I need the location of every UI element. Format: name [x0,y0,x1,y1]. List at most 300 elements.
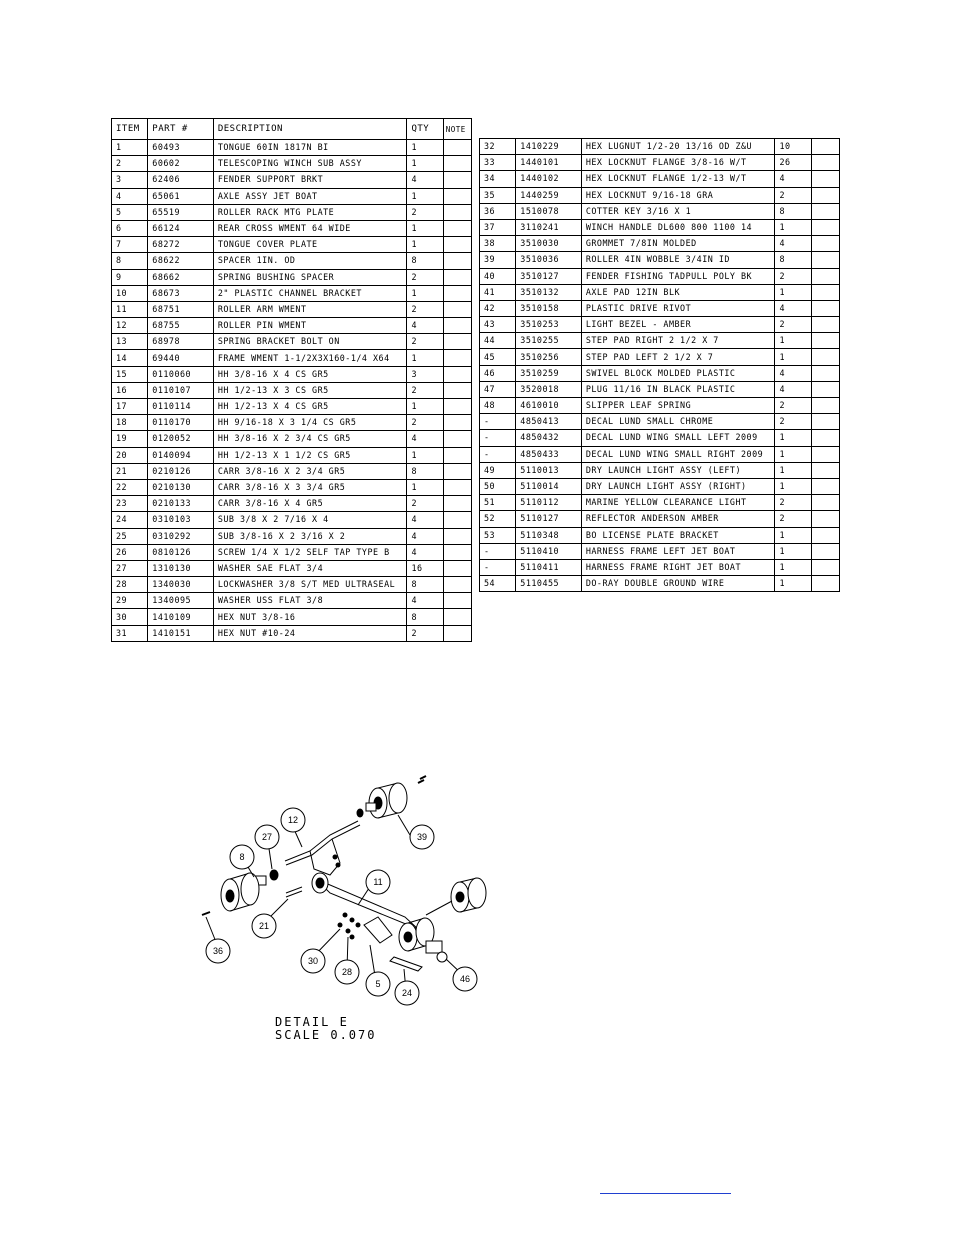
cell-item: 37 [480,219,516,235]
table-row [112,382,472,398]
cell-description: HEX NUT #10-24 [213,625,407,641]
cell-note [443,479,471,495]
cell-item: 6 [112,220,148,236]
cell-description: COTTER KEY 3/16 X 1 [581,203,775,219]
table-row [112,463,472,479]
cell-qty: 4 [775,171,811,187]
cell-qty: 8 [407,577,443,593]
roller-right-shape [399,878,486,951]
cell-part-number: 62406 [148,172,214,188]
cell-part-number: 68978 [148,334,214,350]
table-row [112,172,472,188]
scale-caption: SCALE 0.070 [275,1028,377,1042]
cell-item: 21 [112,463,148,479]
cell-note [811,349,839,365]
cell-part-number: 0310292 [148,528,214,544]
cell-part-number: 3510256 [516,349,582,365]
cell-item: 48 [480,398,516,414]
cell-qty: 1 [407,285,443,301]
cell-part-number: 1340095 [148,593,214,609]
cell-note [811,446,839,462]
cell-qty: 4 [407,544,443,560]
cell-note [811,300,839,316]
cell-qty: 10 [775,139,811,155]
cell-qty: 1 [407,156,443,172]
cell-description: AXLE PAD 12IN BLK [581,284,775,300]
table-header-row [112,119,472,140]
cell-part-number: 1440101 [516,155,582,171]
table-row [480,511,840,527]
table-row [112,366,472,382]
table-row [112,237,472,253]
cell-part-number: 0110107 [148,382,214,398]
cell-note [443,625,471,641]
cell-part-number: 0120052 [148,431,214,447]
table-row [112,593,472,609]
cell-description: STEP PAD RIGHT 2 1/2 X 7 [581,333,775,349]
cell-qty: 1 [407,188,443,204]
cell-description: HARNESS FRAME RIGHT JET BOAT [581,559,775,575]
cell-note [443,156,471,172]
cell-qty: 1 [775,543,811,559]
cell-part-number: 0210133 [148,496,214,512]
cell-item: 22 [112,479,148,495]
cell-part-number: 0210130 [148,479,214,495]
cell-item: 33 [480,155,516,171]
footer-link-underline[interactable] [600,1193,731,1194]
cell-description: MARINE YELLOW CLEARANCE LIGHT [581,495,775,511]
cell-description: DECAL LUND WING SMALL RIGHT 2009 [581,446,775,462]
table-row [480,203,840,219]
cell-note [443,237,471,253]
table-row [480,155,840,171]
cell-part-number: 1410109 [148,609,214,625]
cell-qty: 1 [407,220,443,236]
cell-note [443,463,471,479]
cell-note [811,219,839,235]
cell-description: REFLECTOR ANDERSON AMBER [581,511,775,527]
table-row [112,415,472,431]
cell-item: 1 [112,140,148,156]
cell-note [811,284,839,300]
cell-item: 39 [480,252,516,268]
cell-note [811,268,839,284]
cell-item: 8 [112,253,148,269]
table-row [112,269,472,285]
cell-item: 2 [112,156,148,172]
cell-note [811,576,839,592]
cell-description: ROLLER 4IN WOBBLE 3/4IN ID [581,252,775,268]
header-item: ITEM [112,119,148,140]
cell-qty: 2 [407,204,443,220]
cell-part-number: 1440102 [516,171,582,187]
cell-item: - [480,430,516,446]
cell-part-number: 1410151 [148,625,214,641]
table-row [112,318,472,334]
cell-item: 27 [112,560,148,576]
table-row [480,365,840,381]
cell-note [443,172,471,188]
cell-qty: 1 [775,430,811,446]
cell-item: 28 [112,577,148,593]
cell-note [811,252,839,268]
header-note: NOTE [443,119,471,140]
cell-description: HH 3/8-16 X 2 3/4 CS GR5 [213,431,407,447]
cell-item: - [480,446,516,462]
cell-item: - [480,559,516,575]
cell-qty: 1 [775,478,811,494]
cell-note [443,188,471,204]
cell-description: HEX LOCKNUT 9/16-18 GRA [581,187,775,203]
cell-description: FENDER FISHING TADPULL POLY BK [581,268,775,284]
cell-part-number: 68755 [148,318,214,334]
cell-part-number: 1310130 [148,560,214,576]
cell-note [811,365,839,381]
cell-description: CARR 3/8-16 X 3 3/4 GR5 [213,479,407,495]
callout-12: 12 [287,815,299,825]
table-row [112,188,472,204]
cell-item: 54 [480,576,516,592]
table-row [480,187,840,203]
cell-part-number: 4850413 [516,414,582,430]
cell-description: PLASTIC DRIVE RIVOT [581,300,775,316]
cell-description: PLUG 11/16 IN BLACK PLASTIC [581,381,775,397]
cell-part-number: 3510132 [516,284,582,300]
table-row [112,253,472,269]
cell-qty: 1 [775,333,811,349]
table-row [480,381,840,397]
cell-qty: 1 [775,559,811,575]
cell-part-number: 68662 [148,269,214,285]
cell-description: TONGUE 60IN 1817N BI [213,140,407,156]
cell-description: LOCKWASHER 3/8 S/T MED ULTRASEAL [213,577,407,593]
table-row [112,156,472,172]
cell-note [443,334,471,350]
cell-part-number: 3510127 [516,268,582,284]
cell-description: WASHER SAE FLAT 3/4 [213,560,407,576]
cell-note [443,140,471,156]
table-row [112,528,472,544]
cell-part-number: 3510030 [516,236,582,252]
cell-description: HEX LOCKNUT FLANGE 3/8-16 W/T [581,155,775,171]
cell-qty: 1 [775,527,811,543]
cell-item: 14 [112,350,148,366]
cell-note [811,414,839,430]
cell-note [811,333,839,349]
cell-item: 16 [112,382,148,398]
cell-qty: 2 [407,334,443,350]
cell-part-number: 5110411 [516,559,582,575]
cell-part-number: 3510036 [516,252,582,268]
cell-part-number: 65519 [148,204,214,220]
cell-item: 31 [112,625,148,641]
cell-item: 25 [112,528,148,544]
cell-description: HH 9/16-18 X 3 1/4 CS GR5 [213,415,407,431]
cell-part-number: 1340030 [148,577,214,593]
cell-note [443,301,471,317]
cell-note [811,495,839,511]
cell-note [443,512,471,528]
cell-qty: 16 [407,560,443,576]
header-part: PART # [148,119,214,140]
cell-item: 38 [480,236,516,252]
cell-description: SPRING BUSHING SPACER [213,269,407,285]
cell-part-number: 0810126 [148,544,214,560]
callout-24: 24 [401,988,413,998]
cell-qty: 1 [407,447,443,463]
cell-item: 23 [112,496,148,512]
cell-item: 17 [112,399,148,415]
cell-description: SCREW 1/4 X 1/2 SELF TAP TYPE B [213,544,407,560]
cell-part-number: 65061 [148,188,214,204]
cell-item: 30 [112,609,148,625]
cell-description: DO-RAY DOUBLE GROUND WIRE [581,576,775,592]
cell-description: HARNESS FRAME LEFT JET BOAT [581,543,775,559]
cell-part-number: 3110241 [516,219,582,235]
table-row [480,559,840,575]
cell-item: 53 [480,527,516,543]
cell-item: 29 [112,593,148,609]
cell-description: DECAL LUND WING SMALL LEFT 2009 [581,430,775,446]
cell-qty: 2 [775,187,811,203]
cell-item: 4 [112,188,148,204]
callout-39: 39 [416,832,428,842]
cell-part-number: 5110112 [516,495,582,511]
cell-item: 36 [480,203,516,219]
table-row [480,139,840,155]
table-row [112,140,472,156]
table-row [112,220,472,236]
table-row [112,609,472,625]
cell-item: 7 [112,237,148,253]
cell-description: WASHER USS FLAT 3/8 [213,593,407,609]
cell-item: 26 [112,544,148,560]
cell-note [443,399,471,415]
cell-qty: 2 [407,625,443,641]
cell-qty: 8 [775,252,811,268]
cell-note [443,609,471,625]
cell-item: 51 [480,495,516,511]
cell-part-number: 68272 [148,237,214,253]
cell-note [443,415,471,431]
table-row [112,577,472,593]
cell-description: LIGHT BEZEL - AMBER [581,317,775,333]
cell-note [811,478,839,494]
roller-left-shape [202,873,259,915]
roller-top-right-shape [369,776,426,818]
cell-description: TELESCOPING WINCH SUB ASSY [213,156,407,172]
cell-item: 12 [112,318,148,334]
cell-part-number: 1410229 [516,139,582,155]
callout-8: 8 [239,852,245,862]
cell-note [811,317,839,333]
table-row [480,333,840,349]
table-row [480,300,840,316]
table-row [112,512,472,528]
table-row [112,399,472,415]
cell-description: SUB 3/8 X 2 7/16 X 4 [213,512,407,528]
cell-part-number: 60602 [148,156,214,172]
cell-part-number: 3510158 [516,300,582,316]
parts-table-right [479,138,840,592]
cell-qty: 2 [775,414,811,430]
cell-item: 5 [112,204,148,220]
cell-part-number: 4850433 [516,446,582,462]
cell-note [811,171,839,187]
cell-qty: 1 [775,284,811,300]
cell-item: 3 [112,172,148,188]
cell-note [443,382,471,398]
cell-qty: 4 [775,381,811,397]
cell-part-number: 0110170 [148,415,214,431]
cell-qty: 8 [407,463,443,479]
cell-part-number: 5110013 [516,462,582,478]
cell-note [811,187,839,203]
cell-qty: 2 [775,495,811,511]
cell-note [443,253,471,269]
table-row [480,430,840,446]
cell-item: 35 [480,187,516,203]
cell-item: 19 [112,431,148,447]
cell-qty: 2 [775,317,811,333]
detail-e-exploded-drawing [190,765,490,1015]
cell-note [443,544,471,560]
cell-description: HEX NUT 3/8-16 [213,609,407,625]
cell-note [443,285,471,301]
table-row [112,625,472,641]
cell-qty: 2 [407,496,443,512]
table-row [112,479,472,495]
cell-description: SUB 3/8-16 X 2 3/16 X 2 [213,528,407,544]
cell-qty: 4 [775,236,811,252]
table-row [480,478,840,494]
cell-description: DECAL LUND SMALL CHROME [581,414,775,430]
cell-note [811,398,839,414]
cell-description: DRY LAUNCH LIGHT ASSY (RIGHT) [581,478,775,494]
cell-description: GROMMET 7/8IN MOLDED [581,236,775,252]
cell-item: - [480,414,516,430]
cell-part-number: 5110014 [516,478,582,494]
cell-item: 34 [480,171,516,187]
cell-part-number: 68622 [148,253,214,269]
cell-part-number: 0310103 [148,512,214,528]
cell-note [811,381,839,397]
cell-description: AXLE ASSY JET BOAT [213,188,407,204]
callout-11: 11 [373,877,383,887]
cell-qty: 1 [407,399,443,415]
table-row [480,576,840,592]
table-row [480,268,840,284]
cell-item: 9 [112,269,148,285]
cell-item: 41 [480,284,516,300]
callout-36: 36 [212,946,224,956]
cell-part-number: 1510078 [516,203,582,219]
cell-part-number: 0110060 [148,366,214,382]
cell-description: HEX LOCKNUT FLANGE 1/2-13 W/T [581,171,775,187]
table-row [480,527,840,543]
cell-qty: 2 [775,268,811,284]
cell-qty: 4 [407,172,443,188]
cell-description: HEX LUGNUT 1/2-20 13/16 OD Z&U [581,139,775,155]
cell-description: HH 1/2-13 X 3 CS GR5 [213,382,407,398]
cell-qty: 2 [407,382,443,398]
cell-note [811,155,839,171]
cell-item: 32 [480,139,516,155]
cell-item: 13 [112,334,148,350]
cell-qty: 4 [407,318,443,334]
cell-part-number: 5110455 [516,576,582,592]
cell-item: 46 [480,365,516,381]
cell-part-number: 4850432 [516,430,582,446]
cell-qty: 4 [775,300,811,316]
cell-part-number: 0110114 [148,399,214,415]
callout-28: 28 [341,967,353,977]
cell-qty: 8 [407,609,443,625]
cell-description: HH 3/8-16 X 4 CS GR5 [213,366,407,382]
table-row [112,544,472,560]
callout-21: 21 [258,921,270,931]
table-row [112,285,472,301]
cell-item: 11 [112,301,148,317]
cell-description: BO LICENSE PLATE BRACKET [581,527,775,543]
cell-part-number: 5110410 [516,543,582,559]
table-row [480,462,840,478]
table-row [112,447,472,463]
cell-qty: 4 [407,431,443,447]
table-row [480,398,840,414]
cell-qty: 4 [775,365,811,381]
cell-qty: 4 [407,593,443,609]
cell-item: 45 [480,349,516,365]
cell-qty: 3 [407,366,443,382]
cell-note [443,350,471,366]
cell-note [443,220,471,236]
cell-note [811,430,839,446]
cell-qty: 1 [775,219,811,235]
callout-46: 46 [459,974,471,984]
cell-description: ROLLER PIN WMENT [213,318,407,334]
cell-description: DRY LAUNCH LIGHT ASSY (LEFT) [581,462,775,478]
cell-qty: 2 [407,301,443,317]
cell-qty: 8 [775,203,811,219]
table-row [112,350,472,366]
table-row [480,236,840,252]
cell-note [443,269,471,285]
header-qty: QTY [407,119,443,140]
cell-item: 20 [112,447,148,463]
cell-item: 15 [112,366,148,382]
cell-note [811,511,839,527]
cell-note [443,560,471,576]
cell-item: - [480,543,516,559]
cell-qty: 1 [407,350,443,366]
cell-note [811,543,839,559]
cell-qty: 1 [407,479,443,495]
cell-note [443,366,471,382]
cell-part-number: 66124 [148,220,214,236]
cell-qty: 1 [775,576,811,592]
cell-part-number: 5110127 [516,511,582,527]
cell-item: 44 [480,333,516,349]
cell-qty: 4 [407,528,443,544]
cell-part-number: 0140094 [148,447,214,463]
cell-description: REAR CROSS WMENT 64 WIDE [213,220,407,236]
cell-note [811,527,839,543]
callout-30: 30 [307,956,319,966]
cell-part-number: 3510255 [516,333,582,349]
parts-table-left [111,118,472,642]
table-row [112,301,472,317]
